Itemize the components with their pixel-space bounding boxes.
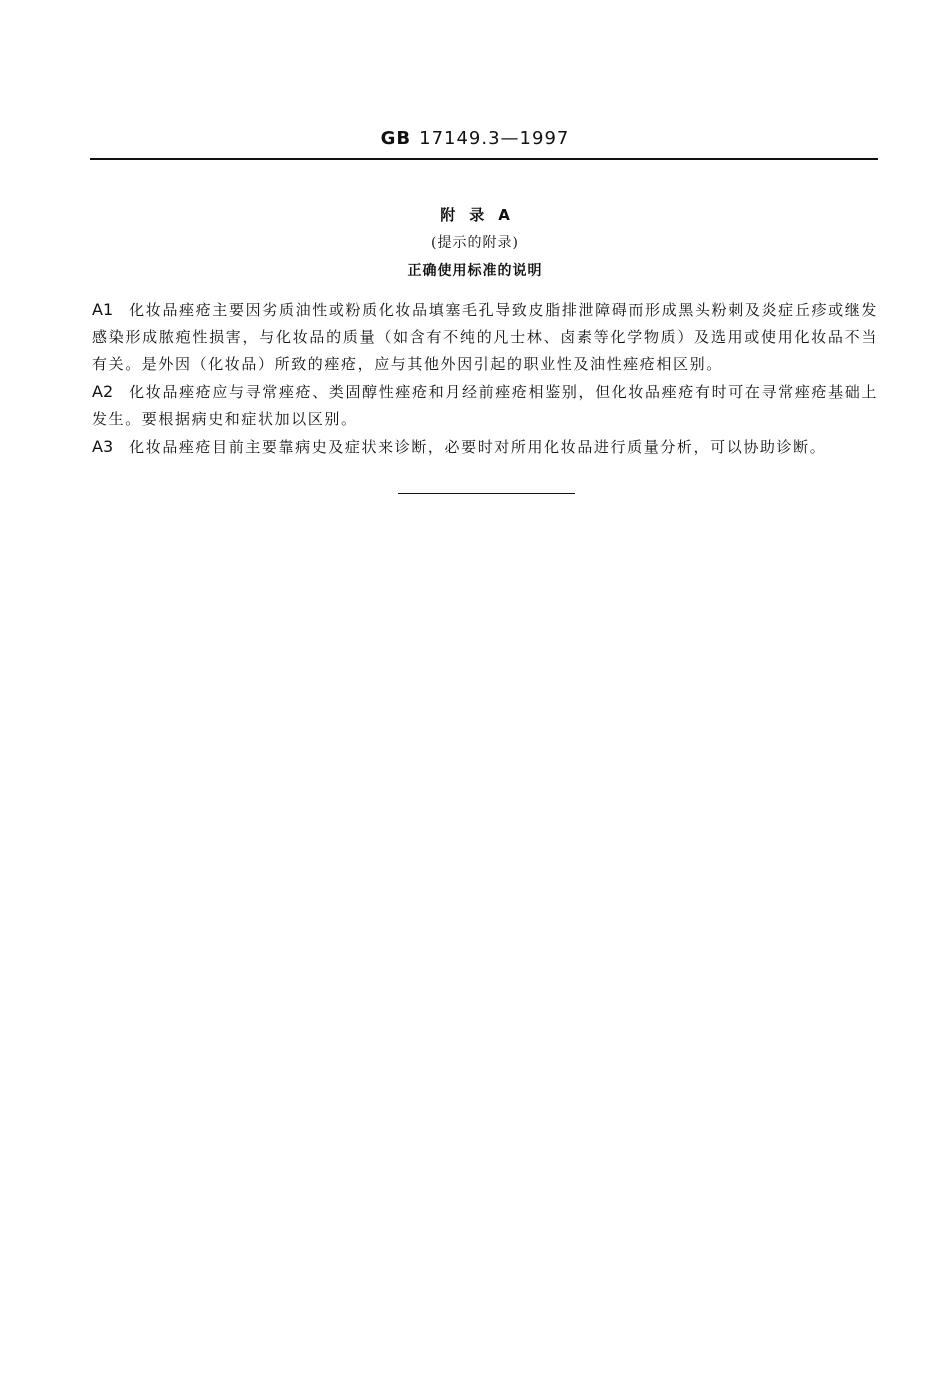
clause-list bbox=[92, 296, 878, 461]
clause-text: 化妆品痤疮应与寻常痤疮、类固醇性痤疮和月经前痤疮相鉴别，但化妆品痤疮有时可在寻常痤疮基础上发生。要根据病史和症状加以区别。 bbox=[92, 383, 878, 428]
clause-text: 化妆品痤疮目前主要靠病史及症状来诊断，必要时对所用化妆品进行质量分析，可以协助诊断。 bbox=[129, 438, 827, 456]
header-divider bbox=[90, 158, 878, 160]
clause-number: A1 bbox=[92, 300, 114, 319]
end-divider bbox=[398, 493, 575, 494]
clause-number: A2 bbox=[92, 382, 114, 401]
standard-number-header bbox=[0, 128, 950, 149]
clause-a2 bbox=[92, 378, 878, 433]
appendix-type: (提示的附录) bbox=[431, 235, 519, 251]
clause-a3 bbox=[92, 433, 878, 461]
appendix-title: 附录A bbox=[440, 206, 524, 224]
standard-prefix: GB bbox=[380, 128, 412, 149]
clause-number: A3 bbox=[92, 437, 114, 456]
clause-a1 bbox=[92, 296, 878, 378]
standard-number: 17149.3—1997 bbox=[419, 128, 570, 149]
appendix-heading: 正确使用标准的说明 bbox=[407, 263, 543, 279]
clause-text: 化妆品痤疮主要因劣质油性或粉质化妆品填塞毛孔导致皮脂排泄障碍而形成黑头粉刺及炎症丘疹或继发感染形成脓疱性损害，与化妆品的质量（如含有不纯的凡士林、卤素等化学物质）及选用或使用化妆品不当有关。是外因（化妆品）所致的痤疮，应与其他外因引起的职业性及油性痤疮相区别。 bbox=[92, 301, 878, 373]
